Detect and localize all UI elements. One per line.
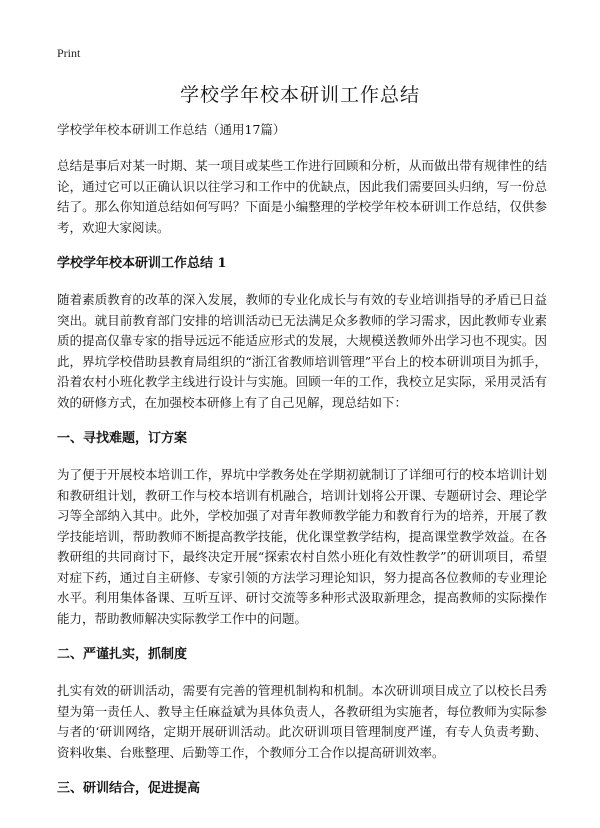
intro-paragraph: 总结是事后对某一时期、某一项目或某些工作进行回顾和分析，从而做出带有规律性的结论，通过它可以正确认识以往学习和工作中的优缺点，因此我们需要回头归纳，写一份总结了。那么你知道总结如何写吗？下面是小编整理的学校学年校本研训工作总结，仅供参考，欢迎大家阅读。 [57, 158, 547, 235]
document-title: 学校学年校本研训工作总结 [179, 84, 420, 106]
document-subtitle: 学校学年校本研训工作总结（通用17篇） [57, 122, 286, 137]
heading-2: 二、严谨扎实，抓制度 [57, 647, 188, 662]
paragraph-1: 随着素质教育的改革的深入发展，教师的专业化成长与有效的专业培训指导的矛盾已日益突出。就目前教育部门安排的培训活动已无法满足众多教师的学习需求，因此教师专业素质的提高仅靠专家的指导远远不能适应形式的发展，大规模送教师外出学习也不现实。因此，界坑学校借助县教育局组织的“浙江省教师培训管理”平台上的校本研训项目为抓手，沿着农村小班化教学主线进行设计与实施。回顾一年的工作，我校立足实际，采用灵活有效的研修方式，在加强校本研修上有了自己见解，现总结如下： [57, 292, 547, 410]
paragraph-3: 扎实有效的研训活动，需要有完善的管理机制构和机制。本次研训项目成立了以校长吕秀望为第一责任人、教导主任麻益斌为具体负责人，各教研组为实施者，每位教师为实际参与者的‘研训网络，定期开展研训活动。此次研训项目管理制度严谨，有专人负责考勤、资料收集、台账整理、后勤等工作，个教师分工合作以提高研训效率。 [57, 683, 547, 760]
print-link[interactable]: Print [57, 46, 81, 60]
heading-3: 三、研训结合，促进提高 [57, 781, 201, 796]
section-heading: 学校学年校本研训工作总结 1 [57, 256, 227, 271]
heading-1: 一、寻找难题，订方案 [57, 431, 188, 446]
paragraph-2: 为了便于开展校本培训工作，界坑中学教务处在学期初就制订了详细可行的校本培训计划和教研组计划，教研工作与校本培训有机融合，培训计划将公开课、专题研讨会、理论学习等全部纳入其中。此外，学校加强了对青年教师教学能力和教育行为的培养，开展了教学技能培训，帮助教师不断提高教学技能，优化课堂教学结构，提高课堂教学效益。在各教研组的共同商讨下，最终决定开展“探索农村自然小班化有效性教学”的研训项目，希望对症下药，通过自主研修、专家引领的方法学习理论知识，努力提高各位教师的专业理论水平。利用集体备课、互听互评、研讨交流等多种形式汲取新理念，提高教师的实际操作能力，帮助教师解决实际教学工作中的问题。 [57, 467, 547, 626]
document-body [57, 120, 547, 815]
